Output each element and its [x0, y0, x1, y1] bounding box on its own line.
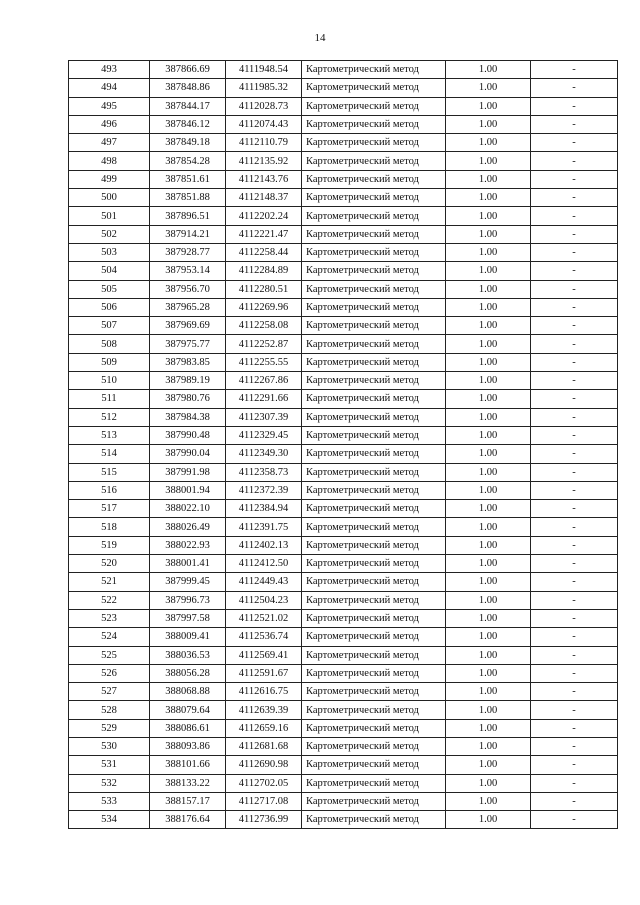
table-row: [69, 573, 618, 591]
accuracy-cell: 1.00: [446, 518, 531, 536]
x-coordinate-cell: 387990.04: [150, 445, 226, 463]
y-coordinate-cell: 4112690.98: [226, 756, 302, 774]
accuracy-cell: 1.00: [446, 555, 531, 573]
accuracy-cell: 1.00: [446, 445, 531, 463]
y-coordinate-cell: 4112358.73: [226, 463, 302, 481]
note-cell: -: [531, 701, 618, 719]
x-coordinate-cell: 388093.86: [150, 737, 226, 755]
note-cell: -: [531, 79, 618, 97]
y-coordinate-cell: 4112221.47: [226, 225, 302, 243]
point-number-cell: 512: [69, 408, 150, 426]
table-row: [69, 298, 618, 316]
point-number-cell: 533: [69, 792, 150, 810]
point-number-cell: 514: [69, 445, 150, 463]
accuracy-cell: 1.00: [446, 536, 531, 554]
note-cell: -: [531, 335, 618, 353]
y-coordinate-cell: 4112269.96: [226, 298, 302, 316]
x-coordinate-cell: 388079.64: [150, 701, 226, 719]
x-coordinate-cell: 387866.69: [150, 61, 226, 79]
x-coordinate-cell: 387914.21: [150, 225, 226, 243]
accuracy-cell: 1.00: [446, 79, 531, 97]
note-cell: -: [531, 756, 618, 774]
point-number-cell: 511: [69, 390, 150, 408]
method-cell: Картометрический метод: [302, 683, 446, 701]
note-cell: -: [531, 518, 618, 536]
accuracy-cell: 1.00: [446, 774, 531, 792]
x-coordinate-cell: 388176.64: [150, 811, 226, 829]
point-number-cell: 494: [69, 79, 150, 97]
accuracy-cell: 1.00: [446, 280, 531, 298]
point-number-cell: 530: [69, 737, 150, 755]
note-cell: -: [531, 390, 618, 408]
y-coordinate-cell: 4112402.13: [226, 536, 302, 554]
table-row: [69, 372, 618, 390]
y-coordinate-cell: 4112681.68: [226, 737, 302, 755]
accuracy-cell: 1.00: [446, 134, 531, 152]
table-row: [69, 115, 618, 133]
accuracy-cell: 1.00: [446, 335, 531, 353]
table-row: [69, 170, 618, 188]
y-coordinate-cell: 4112258.08: [226, 317, 302, 335]
accuracy-cell: 1.00: [446, 170, 531, 188]
note-cell: -: [531, 280, 618, 298]
table-row: [69, 390, 618, 408]
method-cell: Картометрический метод: [302, 134, 446, 152]
point-number-cell: 515: [69, 463, 150, 481]
note-cell: -: [531, 628, 618, 646]
y-coordinate-cell: 4112372.39: [226, 481, 302, 499]
x-coordinate-cell: 388001.41: [150, 555, 226, 573]
point-number-cell: 505: [69, 280, 150, 298]
y-coordinate-cell: 4112521.02: [226, 609, 302, 627]
y-coordinate-cell: 4112569.41: [226, 646, 302, 664]
point-number-cell: 516: [69, 481, 150, 499]
point-number-cell: 503: [69, 243, 150, 261]
y-coordinate-cell: 4112329.45: [226, 426, 302, 444]
method-cell: Картометрический метод: [302, 372, 446, 390]
method-cell: Картометрический метод: [302, 463, 446, 481]
accuracy-cell: 1.00: [446, 609, 531, 627]
table-row: [69, 555, 618, 573]
method-cell: Картометрический метод: [302, 225, 446, 243]
y-coordinate-cell: 4111985.32: [226, 79, 302, 97]
point-number-cell: 498: [69, 152, 150, 170]
point-number-cell: 518: [69, 518, 150, 536]
table-row: [69, 243, 618, 261]
table-row: [69, 683, 618, 701]
accuracy-cell: 1.00: [446, 573, 531, 591]
accuracy-cell: 1.00: [446, 152, 531, 170]
point-number-cell: 510: [69, 372, 150, 390]
method-cell: Картометрический метод: [302, 646, 446, 664]
accuracy-cell: 1.00: [446, 262, 531, 280]
x-coordinate-cell: 388036.53: [150, 646, 226, 664]
table-row: [69, 518, 618, 536]
method-cell: Картометрический метод: [302, 170, 446, 188]
table-row: [69, 664, 618, 682]
method-cell: Картометрический метод: [302, 97, 446, 115]
y-coordinate-cell: 4112202.24: [226, 207, 302, 225]
table-row: [69, 628, 618, 646]
x-coordinate-cell: 387980.76: [150, 390, 226, 408]
point-number-cell: 534: [69, 811, 150, 829]
point-number-cell: 528: [69, 701, 150, 719]
note-cell: -: [531, 243, 618, 261]
point-number-cell: 502: [69, 225, 150, 243]
method-cell: Картометрический метод: [302, 408, 446, 426]
note-cell: -: [531, 115, 618, 133]
y-coordinate-cell: 4112252.87: [226, 335, 302, 353]
accuracy-cell: 1.00: [446, 207, 531, 225]
y-coordinate-cell: 4112074.43: [226, 115, 302, 133]
y-coordinate-cell: 4112736.99: [226, 811, 302, 829]
y-coordinate-cell: 4112349.30: [226, 445, 302, 463]
method-cell: Картометрический метод: [302, 243, 446, 261]
note-cell: -: [531, 774, 618, 792]
table-row: [69, 463, 618, 481]
method-cell: Картометрический метод: [302, 774, 446, 792]
x-coordinate-cell: 387846.12: [150, 115, 226, 133]
x-coordinate-cell: 388022.10: [150, 500, 226, 518]
point-number-cell: 517: [69, 500, 150, 518]
note-cell: -: [531, 189, 618, 207]
point-number-cell: 513: [69, 426, 150, 444]
table-row: [69, 701, 618, 719]
x-coordinate-cell: 387953.14: [150, 262, 226, 280]
y-coordinate-cell: 4112267.86: [226, 372, 302, 390]
note-cell: -: [531, 445, 618, 463]
x-coordinate-cell: 387969.69: [150, 317, 226, 335]
note-cell: -: [531, 207, 618, 225]
note-cell: -: [531, 97, 618, 115]
method-cell: Картометрический метод: [302, 591, 446, 609]
x-coordinate-cell: 388086.61: [150, 719, 226, 737]
x-coordinate-cell: 387989.19: [150, 372, 226, 390]
table-row: [69, 280, 618, 298]
y-coordinate-cell: 4112591.67: [226, 664, 302, 682]
point-number-cell: 519: [69, 536, 150, 554]
accuracy-cell: 1.00: [446, 353, 531, 371]
note-cell: -: [531, 317, 618, 335]
accuracy-cell: 1.00: [446, 811, 531, 829]
method-cell: Картометрический метод: [302, 719, 446, 737]
x-coordinate-cell: 388157.17: [150, 792, 226, 810]
y-coordinate-cell: 4112284.89: [226, 262, 302, 280]
table-row: [69, 262, 618, 280]
point-number-cell: 496: [69, 115, 150, 133]
table-row: [69, 225, 618, 243]
table-row: [69, 719, 618, 737]
table-row: [69, 408, 618, 426]
y-coordinate-cell: 4112659.16: [226, 719, 302, 737]
table-row: [69, 500, 618, 518]
note-cell: -: [531, 737, 618, 755]
y-coordinate-cell: 4112307.39: [226, 408, 302, 426]
x-coordinate-cell: 388022.93: [150, 536, 226, 554]
table-row: [69, 335, 618, 353]
table-row: [69, 426, 618, 444]
point-number-cell: 500: [69, 189, 150, 207]
method-cell: Картометрический метод: [302, 262, 446, 280]
x-coordinate-cell: 388101.66: [150, 756, 226, 774]
x-coordinate-cell: 388001.94: [150, 481, 226, 499]
method-cell: Картометрический метод: [302, 664, 446, 682]
note-cell: -: [531, 664, 618, 682]
x-coordinate-cell: 387956.70: [150, 280, 226, 298]
point-number-cell: 508: [69, 335, 150, 353]
note-cell: -: [531, 463, 618, 481]
accuracy-cell: 1.00: [446, 298, 531, 316]
y-coordinate-cell: 4112148.37: [226, 189, 302, 207]
accuracy-cell: 1.00: [446, 390, 531, 408]
accuracy-cell: 1.00: [446, 115, 531, 133]
accuracy-cell: 1.00: [446, 243, 531, 261]
point-number-cell: 497: [69, 134, 150, 152]
note-cell: -: [531, 609, 618, 627]
y-coordinate-cell: 4112110.79: [226, 134, 302, 152]
method-cell: Картометрический метод: [302, 298, 446, 316]
accuracy-cell: 1.00: [446, 737, 531, 755]
note-cell: -: [531, 225, 618, 243]
x-coordinate-cell: 387854.28: [150, 152, 226, 170]
method-cell: Картометрический метод: [302, 61, 446, 79]
table-row: [69, 97, 618, 115]
point-number-cell: 520: [69, 555, 150, 573]
point-number-cell: 522: [69, 591, 150, 609]
y-coordinate-cell: 4112291.66: [226, 390, 302, 408]
point-number-cell: 509: [69, 353, 150, 371]
accuracy-cell: 1.00: [446, 701, 531, 719]
point-number-cell: 507: [69, 317, 150, 335]
method-cell: Картометрический метод: [302, 152, 446, 170]
note-cell: -: [531, 573, 618, 591]
method-cell: Картометрический метод: [302, 555, 446, 573]
accuracy-cell: 1.00: [446, 792, 531, 810]
note-cell: -: [531, 170, 618, 188]
note-cell: -: [531, 536, 618, 554]
accuracy-cell: 1.00: [446, 628, 531, 646]
point-number-cell: 526: [69, 664, 150, 682]
note-cell: -: [531, 555, 618, 573]
y-coordinate-cell: 4112504.23: [226, 591, 302, 609]
table-row: [69, 61, 618, 79]
accuracy-cell: 1.00: [446, 500, 531, 518]
method-cell: Картометрический метод: [302, 79, 446, 97]
x-coordinate-cell: 388068.88: [150, 683, 226, 701]
table-row: [69, 79, 618, 97]
method-cell: Картометрический метод: [302, 426, 446, 444]
y-coordinate-cell: 4112135.92: [226, 152, 302, 170]
table-row: [69, 317, 618, 335]
method-cell: Картометрический метод: [302, 353, 446, 371]
method-cell: Картометрический метод: [302, 445, 446, 463]
accuracy-cell: 1.00: [446, 664, 531, 682]
method-cell: Картометрический метод: [302, 481, 446, 499]
x-coordinate-cell: 387844.17: [150, 97, 226, 115]
method-cell: Картометрический метод: [302, 811, 446, 829]
table-row: [69, 134, 618, 152]
y-coordinate-cell: 4112717.08: [226, 792, 302, 810]
accuracy-cell: 1.00: [446, 372, 531, 390]
point-number-cell: 527: [69, 683, 150, 701]
accuracy-cell: 1.00: [446, 61, 531, 79]
y-coordinate-cell: 4112449.43: [226, 573, 302, 591]
y-coordinate-cell: 4112412.50: [226, 555, 302, 573]
x-coordinate-cell: 387849.18: [150, 134, 226, 152]
note-cell: -: [531, 481, 618, 499]
method-cell: Картометрический метод: [302, 207, 446, 225]
point-number-cell: 493: [69, 61, 150, 79]
x-coordinate-cell: 387965.28: [150, 298, 226, 316]
table-row: [69, 792, 618, 810]
note-cell: -: [531, 408, 618, 426]
point-number-cell: 499: [69, 170, 150, 188]
x-coordinate-cell: 387975.77: [150, 335, 226, 353]
y-coordinate-cell: 4112639.39: [226, 701, 302, 719]
table-row: [69, 481, 618, 499]
note-cell: -: [531, 792, 618, 810]
y-coordinate-cell: 4112280.51: [226, 280, 302, 298]
y-coordinate-cell: 4112536.74: [226, 628, 302, 646]
y-coordinate-cell: 4112255.55: [226, 353, 302, 371]
x-coordinate-cell: 388026.49: [150, 518, 226, 536]
x-coordinate-cell: 388009.41: [150, 628, 226, 646]
accuracy-cell: 1.00: [446, 463, 531, 481]
x-coordinate-cell: 387928.77: [150, 243, 226, 261]
x-coordinate-cell: 388056.28: [150, 664, 226, 682]
coordinates-table-body: [69, 61, 618, 829]
y-coordinate-cell: 4112391.75: [226, 518, 302, 536]
accuracy-cell: 1.00: [446, 426, 531, 444]
x-coordinate-cell: 387848.86: [150, 79, 226, 97]
note-cell: -: [531, 372, 618, 390]
table-row: [69, 536, 618, 554]
x-coordinate-cell: 387851.88: [150, 189, 226, 207]
point-number-cell: 504: [69, 262, 150, 280]
point-number-cell: 532: [69, 774, 150, 792]
point-number-cell: 531: [69, 756, 150, 774]
method-cell: Картометрический метод: [302, 335, 446, 353]
accuracy-cell: 1.00: [446, 97, 531, 115]
x-coordinate-cell: 387990.48: [150, 426, 226, 444]
point-number-cell: 529: [69, 719, 150, 737]
accuracy-cell: 1.00: [446, 481, 531, 499]
x-coordinate-cell: 387851.61: [150, 170, 226, 188]
y-coordinate-cell: 4112143.76: [226, 170, 302, 188]
x-coordinate-cell: 387896.51: [150, 207, 226, 225]
x-coordinate-cell: 387999.45: [150, 573, 226, 591]
accuracy-cell: 1.00: [446, 683, 531, 701]
table-row: [69, 756, 618, 774]
x-coordinate-cell: 387991.98: [150, 463, 226, 481]
note-cell: -: [531, 500, 618, 518]
note-cell: -: [531, 262, 618, 280]
accuracy-cell: 1.00: [446, 719, 531, 737]
method-cell: Картометрический метод: [302, 115, 446, 133]
note-cell: -: [531, 61, 618, 79]
method-cell: Картометрический метод: [302, 536, 446, 554]
method-cell: Картометрический метод: [302, 500, 446, 518]
note-cell: -: [531, 298, 618, 316]
coordinates-table: [68, 60, 618, 829]
method-cell: Картометрический метод: [302, 792, 446, 810]
point-number-cell: 506: [69, 298, 150, 316]
table-row: [69, 189, 618, 207]
note-cell: -: [531, 591, 618, 609]
y-coordinate-cell: 4112258.44: [226, 243, 302, 261]
x-coordinate-cell: 387996.73: [150, 591, 226, 609]
table-row: [69, 152, 618, 170]
y-coordinate-cell: 4112384.94: [226, 500, 302, 518]
table-row: [69, 207, 618, 225]
accuracy-cell: 1.00: [446, 225, 531, 243]
note-cell: -: [531, 426, 618, 444]
note-cell: -: [531, 646, 618, 664]
x-coordinate-cell: 387997.58: [150, 609, 226, 627]
y-coordinate-cell: 4112028.73: [226, 97, 302, 115]
x-coordinate-cell: 387983.85: [150, 353, 226, 371]
method-cell: Картометрический метод: [302, 317, 446, 335]
note-cell: -: [531, 811, 618, 829]
table-row: [69, 737, 618, 755]
table-row: [69, 774, 618, 792]
point-number-cell: 501: [69, 207, 150, 225]
table-row: [69, 591, 618, 609]
note-cell: -: [531, 353, 618, 371]
point-number-cell: 523: [69, 609, 150, 627]
accuracy-cell: 1.00: [446, 756, 531, 774]
method-cell: Картометрический метод: [302, 518, 446, 536]
table-row: [69, 646, 618, 664]
y-coordinate-cell: 4111948.54: [226, 61, 302, 79]
point-number-cell: 525: [69, 646, 150, 664]
method-cell: Картометрический метод: [302, 189, 446, 207]
method-cell: Картометрический метод: [302, 609, 446, 627]
method-cell: Картометрический метод: [302, 280, 446, 298]
note-cell: -: [531, 152, 618, 170]
accuracy-cell: 1.00: [446, 189, 531, 207]
point-number-cell: 495: [69, 97, 150, 115]
method-cell: Картометрический метод: [302, 701, 446, 719]
y-coordinate-cell: 4112616.75: [226, 683, 302, 701]
accuracy-cell: 1.00: [446, 591, 531, 609]
note-cell: -: [531, 719, 618, 737]
x-coordinate-cell: 387984.38: [150, 408, 226, 426]
table-row: [69, 811, 618, 829]
note-cell: -: [531, 683, 618, 701]
note-cell: -: [531, 134, 618, 152]
point-number-cell: 524: [69, 628, 150, 646]
table-row: [69, 445, 618, 463]
accuracy-cell: 1.00: [446, 646, 531, 664]
method-cell: Картометрический метод: [302, 573, 446, 591]
method-cell: Картометрический метод: [302, 628, 446, 646]
method-cell: Картометрический метод: [302, 737, 446, 755]
y-coordinate-cell: 4112702.05: [226, 774, 302, 792]
table-row: [69, 609, 618, 627]
accuracy-cell: 1.00: [446, 317, 531, 335]
point-number-cell: 521: [69, 573, 150, 591]
accuracy-cell: 1.00: [446, 408, 531, 426]
method-cell: Картометрический метод: [302, 756, 446, 774]
page-number: 14: [314, 32, 326, 44]
method-cell: Картометрический метод: [302, 390, 446, 408]
table-row: [69, 353, 618, 371]
x-coordinate-cell: 388133.22: [150, 774, 226, 792]
